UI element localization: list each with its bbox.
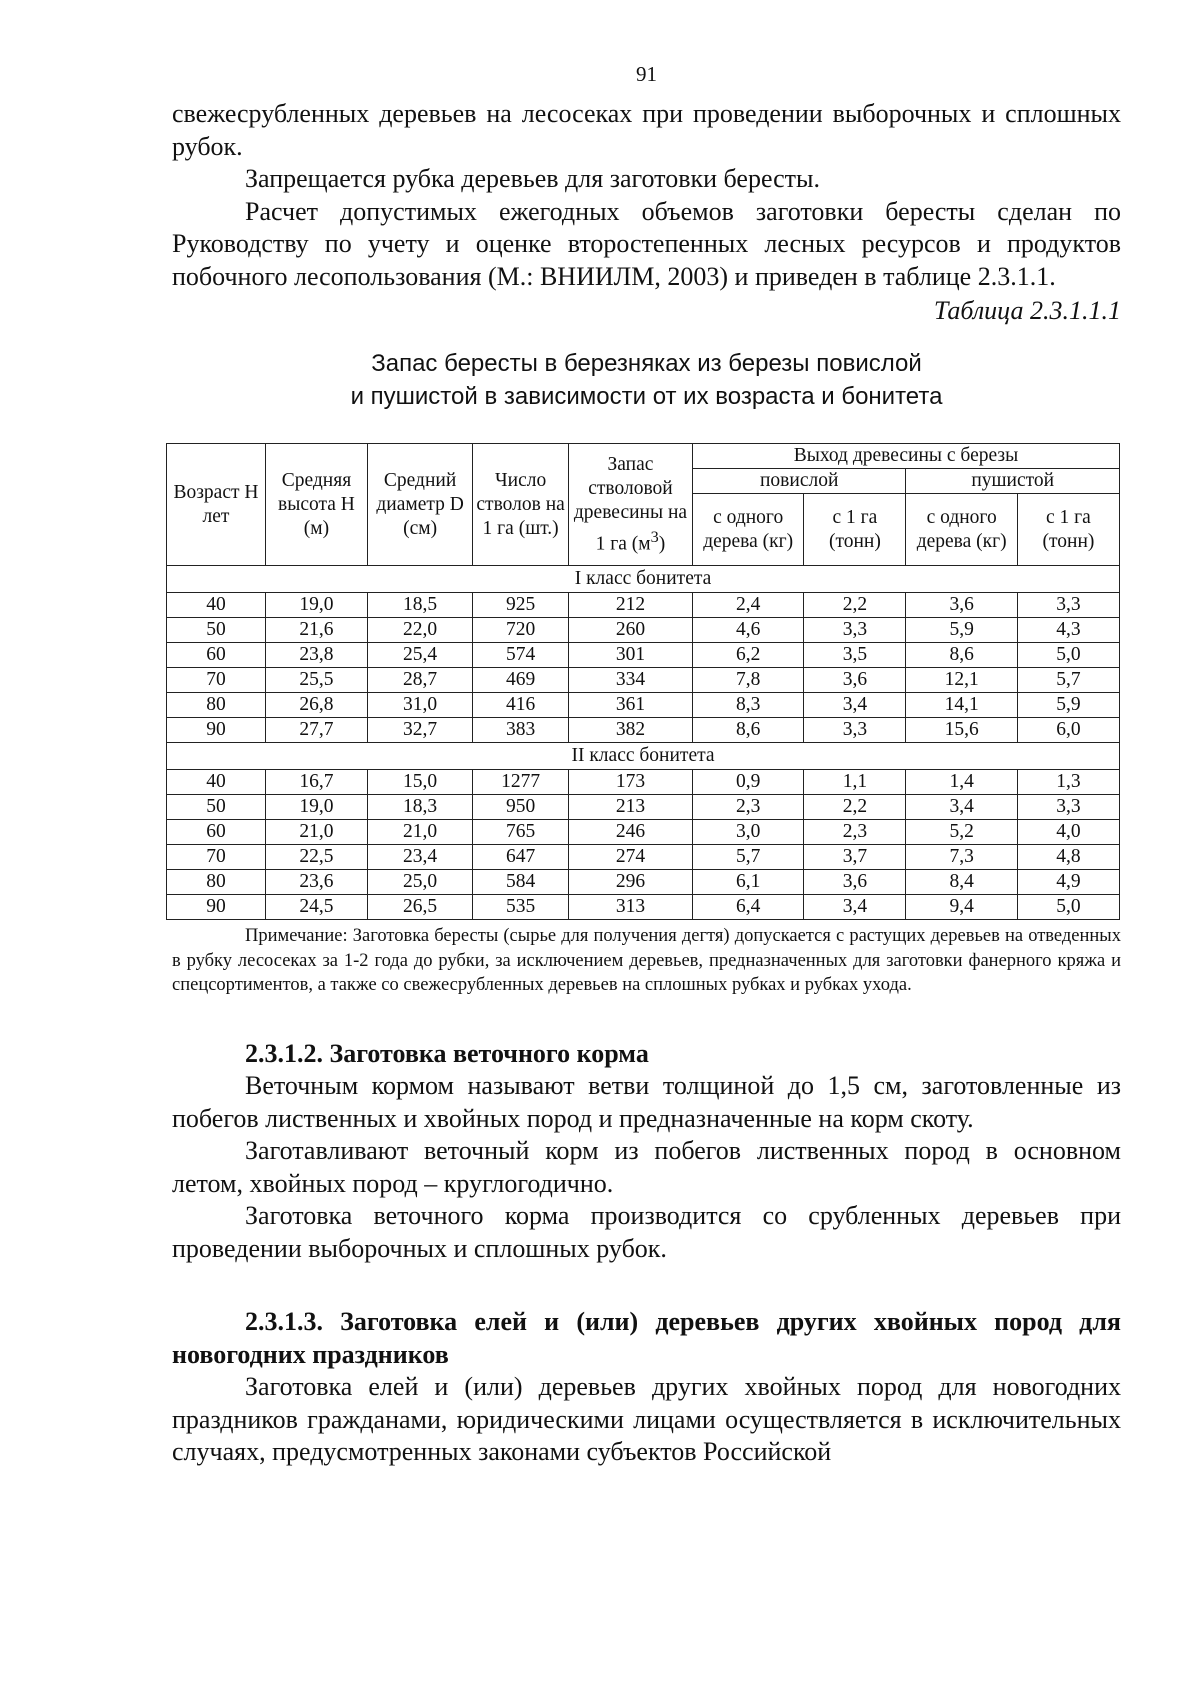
cell-pendula-per-tree: 6,2 — [692, 643, 803, 668]
cell-height: 22,5 — [265, 845, 367, 870]
cell-height: 24,5 — [265, 895, 367, 920]
cell-pendula-per-ha: 3,3 — [804, 618, 906, 643]
header-stock — [569, 444, 693, 566]
cell-age: 70 — [167, 845, 266, 870]
class-row — [167, 566, 1120, 593]
header-output: Выход древесины с березы — [692, 444, 1119, 469]
cell-pubescens-per-tree: 3,4 — [906, 795, 1017, 820]
cell-pendula-per-ha: 3,6 — [804, 870, 906, 895]
cell-stock: 213 — [569, 795, 693, 820]
cell-pendula-per-ha: 3,7 — [804, 845, 906, 870]
cell-pendula-per-ha: 2,2 — [804, 593, 906, 618]
table-row — [167, 618, 1120, 643]
cell-pendula-per-tree: 5,7 — [692, 845, 803, 870]
cell-trunks: 574 — [473, 643, 569, 668]
paragraph-branch-feed-definition: Веточным кормом называют ветви толщиной до 1,5 см, заготовленные из побегов лиственных и хвойных пород и предназначенные на корм скоту. — [172, 1071, 1121, 1133]
table-title-line-2: и пушистой в зависимости от их возраста и бонитета — [350, 383, 943, 410]
cell-height: 21,6 — [265, 618, 367, 643]
cell-height: 21,0 — [265, 820, 367, 845]
table-row — [167, 718, 1120, 743]
cell-trunks: 950 — [473, 795, 569, 820]
cell-pubescens-per-tree: 3,6 — [906, 593, 1017, 618]
cell-trunks: 765 — [473, 820, 569, 845]
table-caption: Таблица 2.3.1.1.1 — [933, 296, 1121, 325]
cell-pendula-per-tree: 2,3 — [692, 795, 803, 820]
cell-pubescens-per-tree: 14,1 — [906, 693, 1017, 718]
cell-pubescens-per-ha: 4,3 — [1017, 618, 1119, 643]
header-trunks: Число стволов на 1 га (шт.) — [473, 444, 569, 566]
table-row — [167, 795, 1120, 820]
cell-pendula-per-ha: 3,3 — [804, 718, 906, 743]
header-pubescens-per-ha: с 1 га (тонн) — [1017, 494, 1119, 566]
cell-trunks: 647 — [473, 845, 569, 870]
paragraph-calculation: Расчет допустимых ежегодных объемов заготовки бересты сделан по Руководству по учету и оценке второстепенных лесных ресурсов и продуктов побочного лесопользования (М.: ВНИИЛМ, 2003) и приведен в таблице 2.3.1.1. — [172, 196, 1121, 291]
cell-diameter: 23,4 — [368, 845, 473, 870]
table-row — [167, 820, 1120, 845]
cell-height: 25,5 — [265, 668, 367, 693]
cell-pubescens-per-ha: 5,9 — [1017, 693, 1119, 718]
cell-trunks: 1277 — [473, 770, 569, 795]
cell-pendula-per-tree: 0,9 — [692, 770, 803, 795]
document-page — [172, 62, 1121, 1469]
cell-height: 23,8 — [265, 643, 367, 668]
page-number: 91 — [636, 62, 657, 86]
cell-pubescens-per-ha: 4,0 — [1017, 820, 1119, 845]
cell-pubescens-per-tree: 8,4 — [906, 870, 1017, 895]
cell-height: 27,7 — [265, 718, 367, 743]
cell-diameter: 25,4 — [368, 643, 473, 668]
cell-pubescens-per-ha: 5,0 — [1017, 643, 1119, 668]
cell-pendula-per-ha: 3,4 — [804, 693, 906, 718]
cell-stock: 173 — [569, 770, 693, 795]
cell-trunks: 383 — [473, 718, 569, 743]
header-stock-sup: 3 — [650, 527, 659, 546]
cell-diameter: 18,5 — [368, 593, 473, 618]
cell-age: 90 — [167, 895, 266, 920]
cell-stock: 260 — [569, 618, 693, 643]
header-age: Возраст Н лет — [167, 444, 266, 566]
cell-age: 70 — [167, 668, 266, 693]
cell-pendula-per-ha: 3,6 — [804, 668, 906, 693]
cell-pendula-per-ha: 2,2 — [804, 795, 906, 820]
cell-pendula-per-tree: 6,1 — [692, 870, 803, 895]
cell-pubescens-per-tree: 12,1 — [906, 668, 1017, 693]
table-row — [167, 643, 1120, 668]
cell-pubescens-per-ha: 3,3 — [1017, 593, 1119, 618]
header-stock-close: ) — [658, 533, 666, 555]
header-pubescens: пушистой — [906, 469, 1120, 494]
cell-pubescens-per-ha: 4,9 — [1017, 870, 1119, 895]
header-diameter: Средний диаметр D (см) — [368, 444, 473, 566]
cell-pubescens-per-tree: 7,3 — [906, 845, 1017, 870]
paragraph-branch-feed-source: Заготовка веточного корма производится со срубленных деревьев при проведении выборочных и сплошных рубок. — [172, 1201, 1121, 1263]
cell-stock: 246 — [569, 820, 693, 845]
table-row — [167, 693, 1120, 718]
cell-pendula-per-ha: 3,5 — [804, 643, 906, 668]
cell-height: 19,0 — [265, 593, 367, 618]
cell-trunks: 925 — [473, 593, 569, 618]
header-height: Средняя высота Н (м) — [265, 444, 367, 566]
section-heading-2-3-1-2: 2.3.1.2. Заготовка веточного корма — [245, 1038, 649, 1068]
cell-pubescens-per-ha: 5,7 — [1017, 668, 1119, 693]
cell-pubescens-per-tree: 15,6 — [906, 718, 1017, 743]
paragraph-continuation: свежесрубленных деревьев на лесосеках при проведении выборочных и сплошных рубок. — [172, 99, 1121, 161]
header-pendula-per-ha: с 1 га (тонн) — [804, 494, 906, 566]
cell-pubescens-per-tree: 9,4 — [906, 895, 1017, 920]
cell-height: 19,0 — [265, 795, 367, 820]
cell-pubescens-per-tree: 5,9 — [906, 618, 1017, 643]
cell-pubescens-per-ha: 5,0 — [1017, 895, 1119, 920]
cell-pendula-per-tree: 4,6 — [692, 618, 803, 643]
cell-pendula-per-tree: 8,6 — [692, 718, 803, 743]
cell-stock: 382 — [569, 718, 693, 743]
table-row — [167, 895, 1120, 920]
cell-pendula-per-tree: 3,0 — [692, 820, 803, 845]
cell-pendula-per-tree: 8,3 — [692, 693, 803, 718]
cell-pendula-per-tree: 6,4 — [692, 895, 803, 920]
cell-pendula-per-ha: 3,4 — [804, 895, 906, 920]
cell-age: 60 — [167, 643, 266, 668]
cell-diameter: 32,7 — [368, 718, 473, 743]
cell-trunks: 584 — [473, 870, 569, 895]
cell-diameter: 31,0 — [368, 693, 473, 718]
paragraph-prohibition: Запрещается рубка деревьев для заготовки бересты. — [245, 164, 821, 193]
cell-pendula-per-tree: 2,4 — [692, 593, 803, 618]
table-title — [172, 347, 1121, 413]
cell-stock: 334 — [569, 668, 693, 693]
cell-age: 80 — [167, 693, 266, 718]
table-row — [167, 770, 1120, 795]
cell-diameter: 28,7 — [368, 668, 473, 693]
cell-trunks: 469 — [473, 668, 569, 693]
table-row — [167, 593, 1120, 618]
cell-pubescens-per-ha: 4,8 — [1017, 845, 1119, 870]
cell-diameter: 21,0 — [368, 820, 473, 845]
cell-age: 50 — [167, 795, 266, 820]
cell-diameter: 26,5 — [368, 895, 473, 920]
table-row — [167, 845, 1120, 870]
cell-diameter: 18,3 — [368, 795, 473, 820]
cell-pubescens-per-ha: 3,3 — [1017, 795, 1119, 820]
cell-diameter: 15,0 — [368, 770, 473, 795]
cell-age: 40 — [167, 770, 266, 795]
cell-pubescens-per-tree: 1,4 — [906, 770, 1017, 795]
header-pendula: повислой — [692, 469, 906, 494]
paragraph-branch-feed-season: Заготавливают веточный корм из побегов лиственных пород в основном летом, хвойных пород – круглогодично. — [172, 1136, 1121, 1198]
cell-pendula-per-tree: 7,8 — [692, 668, 803, 693]
cell-age: 40 — [167, 593, 266, 618]
table-row — [167, 668, 1120, 693]
cell-pendula-per-ha: 1,1 — [804, 770, 906, 795]
cell-stock: 212 — [569, 593, 693, 618]
cell-trunks: 720 — [473, 618, 569, 643]
cell-pubescens-per-tree: 8,6 — [906, 643, 1017, 668]
cell-height: 26,8 — [265, 693, 367, 718]
cell-diameter: 22,0 — [368, 618, 473, 643]
cell-pubescens-per-ha: 1,3 — [1017, 770, 1119, 795]
cell-stock: 361 — [569, 693, 693, 718]
header-pubescens-per-tree: с одного дерева (кг) — [906, 494, 1017, 566]
cell-pendula-per-ha: 2,3 — [804, 820, 906, 845]
class-label: I класс бонитета — [167, 566, 1120, 593]
table-row — [167, 870, 1120, 895]
cell-height: 23,6 — [265, 870, 367, 895]
table-body — [167, 566, 1120, 920]
cell-age: 90 — [167, 718, 266, 743]
section-heading-2-3-1-3: 2.3.1.3. Заготовка елей и (или) деревьев других хвойных пород для новогодних праздников — [172, 1307, 1121, 1369]
paragraph-new-year-trees: Заготовка елей и (или) деревьев других хвойных пород для новогодних праздников гражданами, юридическими лицами осуществляется в исключительных случаях, предусмотренных законами субъектов Российской — [172, 1372, 1121, 1466]
cell-height: 16,7 — [265, 770, 367, 795]
cell-stock: 274 — [569, 845, 693, 870]
class-label: II класс бонитета — [167, 743, 1120, 770]
table-note — [172, 924, 1121, 998]
cell-pubescens-per-ha: 6,0 — [1017, 718, 1119, 743]
table-title-line-1: Запас бересты в березняках из березы повислой — [371, 350, 922, 377]
cell-trunks: 535 — [473, 895, 569, 920]
cell-age: 50 — [167, 618, 266, 643]
table-note-text: Примечание: Заготовка бересты (сырье для получения дегтя) допускается с растущих деревьев на отведенных в рубку лесосеках за 1-2 года до рубки, за исключением деревьев, предназначенных для заготовки фанерного кряжа и спецсортиментов, а также со свежесрубленных деревьев на сплошных рубках и рубках ухода. — [172, 926, 1121, 995]
birch-bark-table — [166, 443, 1120, 920]
cell-pubescens-per-tree: 5,2 — [906, 820, 1017, 845]
cell-age: 60 — [167, 820, 266, 845]
cell-diameter: 25,0 — [368, 870, 473, 895]
cell-stock: 296 — [569, 870, 693, 895]
cell-age: 80 — [167, 870, 266, 895]
cell-trunks: 416 — [473, 693, 569, 718]
class-row — [167, 743, 1120, 770]
header-stock-text: Запас стволовой древесины на 1 га (м — [573, 453, 688, 555]
cell-stock: 313 — [569, 895, 693, 920]
cell-stock: 301 — [569, 643, 693, 668]
header-pendula-per-tree: с одного дерева (кг) — [692, 494, 803, 566]
